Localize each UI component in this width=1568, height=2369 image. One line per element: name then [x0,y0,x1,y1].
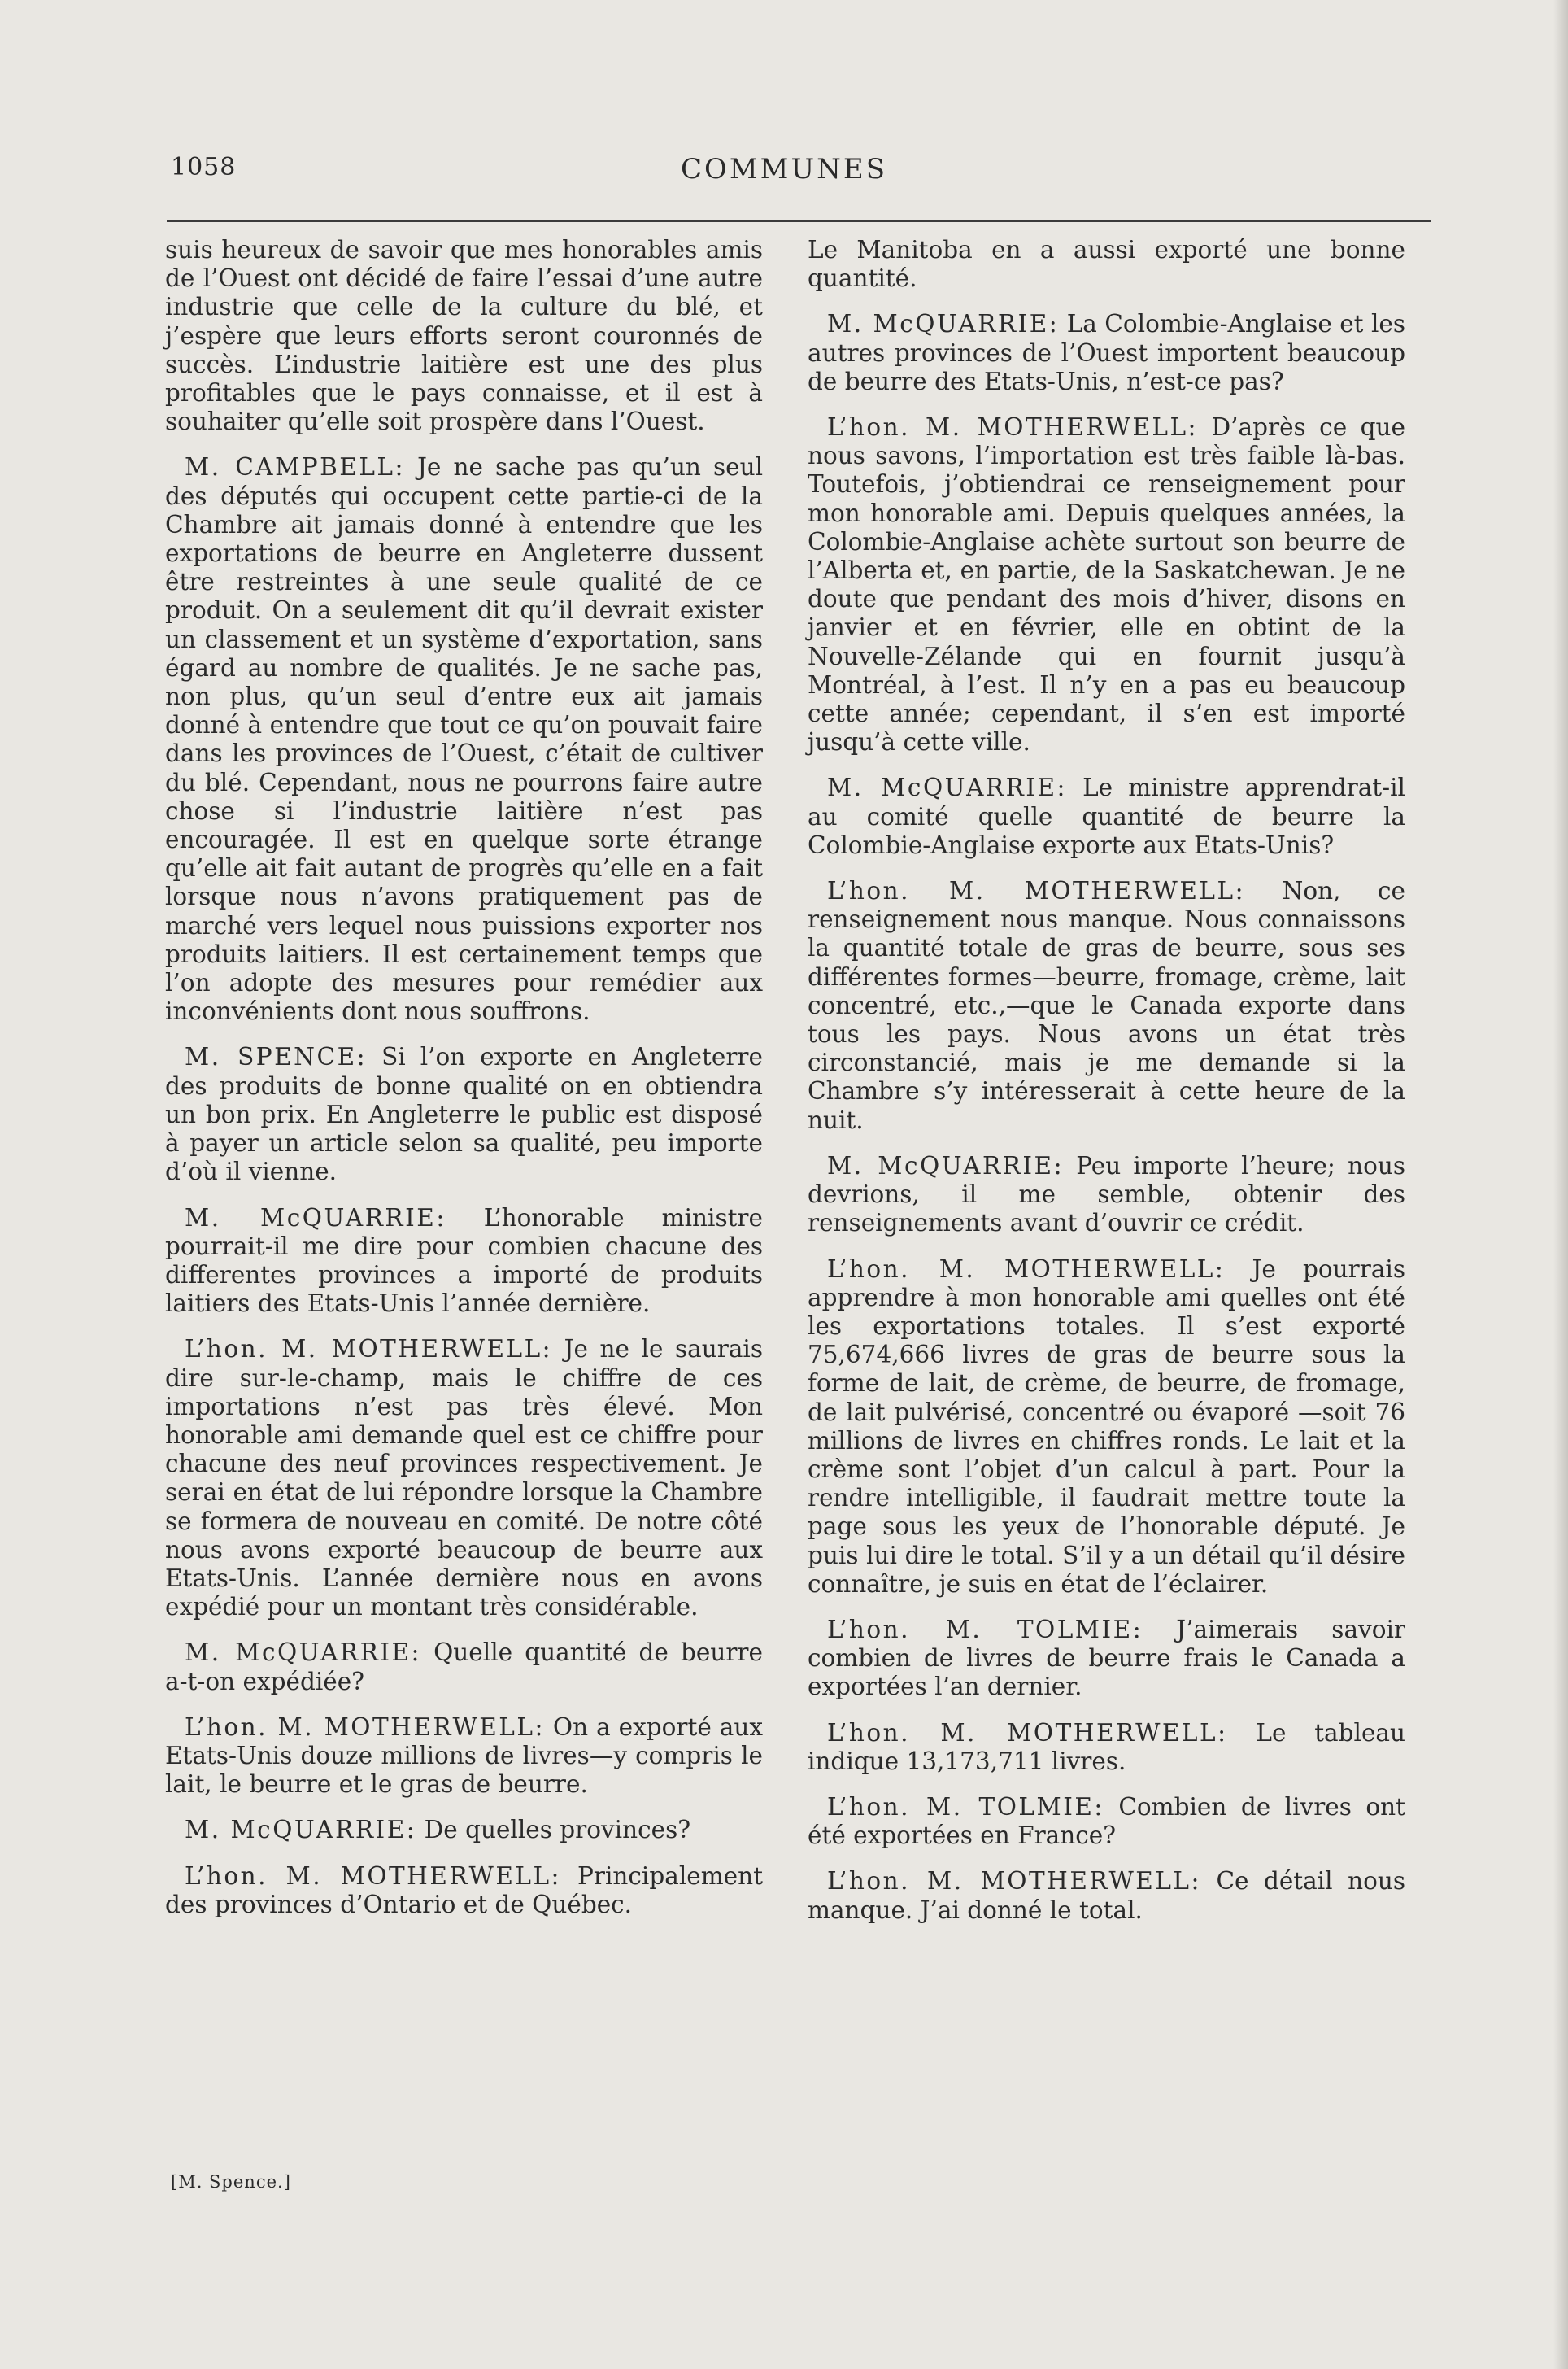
speaker-name: L’hon. M. MOTHERWELL: [185,1335,553,1363]
speaker-name: M. SPENCE: [185,1043,368,1071]
speaker-name: L’hon. M. MOTHERWELL: [827,1867,1201,1896]
paragraph [808,236,1405,293]
paragraph [808,310,1405,396]
speaker-name: M. McQUARRIE: [827,310,1060,338]
page-number: 1058 [171,153,237,181]
paragraph [808,1793,1405,1850]
paragraph [165,1335,763,1621]
speaker-name: L’hon. M. MOTHERWELL: [827,1254,1226,1283]
speaker-name: M. McQUARRIE: [827,774,1067,802]
paragraph-text: Non, ce renseignement nous manque. Nous connaissons la quantité totale de gras de beurre, sous ses différentes formes—beurre, fromage, crème, lait concentré, etc.,—que le Canada exporte dans tous les pays. Nous avons un état très circonstancié, mais je me demande si la Chambre s’y intéresserait à cette heure de la nuit. [808,877,1405,1134]
speaker-name: L’hon. M. MOTHERWELL: [827,877,1246,905]
paragraph-text: Quelle quantité de beurre a-t-on expédiée? [165,1638,763,1695]
paragraph [165,1713,763,1800]
paragraph-text: Le ministre apprendrat-il au comité quelle quantité de beurre la Colombie-Anglaise exporte aux Etats-Unis? [808,774,1405,859]
speaker-name: L’hon. M. MOTHERWELL: [185,1861,561,1890]
paragraph-text: La Colombie-Anglaise et les autres provinces de l’Ouest importent beaucoup de beurre des Etats-Unis, n’est-ce pas? [808,310,1405,395]
paragraph-text: On a exporté aux Etats-Unis douze millions de livres—y compris le lait, le beurre et le gras de beurre. [165,1712,763,1799]
paragraph [165,236,763,436]
speaker-name: M. McQUARRIE: [827,1151,1065,1180]
page-edge-shadow [1553,0,1568,2369]
paragraph [808,1255,1405,1599]
paragraph [808,413,1405,757]
left-column [165,236,763,1936]
page-header-title: COMMUNES [680,153,888,185]
paragraph-text: J’aimerais savoir combien de livres de beurre frais le Canada a exportées l’an dernier. [808,1615,1405,1701]
speaker-name: L’hon. M. MOTHERWELL: [185,1712,545,1741]
footer-note: [M. Spence.] [171,2172,291,2192]
speaker-name: L’hon. M. TOLMIE: [827,1792,1104,1821]
paragraph [808,1152,1405,1238]
paragraph-text: Principalement des provinces d’Ontario et de Québec. [165,1861,763,1918]
paragraph [165,1862,763,1919]
paragraph [808,877,1405,1135]
paragraph [808,1616,1405,1702]
paragraph [165,1816,763,1844]
paragraph [165,1204,763,1319]
speaker-name: M. McQUARRIE: [185,1638,421,1667]
paragraph-text: Le Manitoba en a aussi exporté une bonne quantité. [808,236,1405,293]
speaker-name: L’hon. M. MOTHERWELL: [827,1718,1228,1747]
paragraph-text: Si l’on exporte en Angleterre des produits de bonne qualité on en obtiendra un bon prix. En Angleterre le public est disposé à payer un article selon sa qualité, peu importe d’où il vienne. [165,1043,763,1186]
paragraph [165,453,763,1026]
paragraph-text: Le tableau indique 13,173,711 livres. [808,1718,1406,1775]
paragraph [808,1719,1405,1776]
paragraph [165,1638,763,1695]
paragraph-text: Je ne le saurais dire sur-le-champ, mais le chiffre de ces importations n’est pas très élevé. Mon honorable ami demande quel est ce chiffre pour chacune des neuf provinces respectivement. Je serai en état de lui répondre lorsque la Chambre se formera de nouveau en comité. De notre côté nous avons exporté beaucoup de beurre aux Etats-Unis. L’année dernière nous en avons expédié pour un montant très considérable. [165,1335,763,1621]
paragraph-text: Je pourrais apprendre à mon honorable ami quelles ont été les exportations totales. Il s’est exporté 75,674,666 livres de gras de beurre sous la forme de lait, de crème, de beurre, de fromage, de lait pulvérisé, concentré ou évaporé —soit 76 millions de livres en chiffres ronds. Le lait et la crème sont l’objet d’un calcul à part. Pour la rendre intelligible, il faudrait mettre toute la page sous les yeux de l’honorable député. Je puis lui dire le total. S’il y a un détail qu’il désire connaître, je suis en état de l’éclairer. [808,1254,1406,1598]
speaker-name: L’hon. M. MOTHERWELL: [827,413,1198,442]
speaker-name: L’hon. M. TOLMIE: [827,1615,1143,1643]
paragraph-text: Ce détail nous manque. J’ai donné le total. [808,1867,1405,1924]
paragraph-text: Peu importe l’heure; nous devrions, il me semble, obtenir des renseignements avant d’ouvrir ce crédit. [808,1151,1405,1237]
paragraph-text: Je ne sache pas qu’un seul des députés qui occupent cette partie-ci de la Chambre ait jamais donné à entendre que les exportations de beurre en Angleterre dussent être restreintes à une seule qualité de ce produit. On a seulement dit qu’il devrait exister un classement et un système d’exportation, sans égard au nombre de qualités. Je ne sache pas, non plus, qu’un seul d’entre eux ait jamais donné à entendre que tout ce qu’on pouvait faire dans les provinces de l’Ouest, c’était de cultiver du blé. Cependant, nous ne pourrons faire autre chose si l’industrie laitière n’est pas encouragée. Il est en quelque sorte étrange qu’elle ait fait autant de progrès qu’elle en a fait lorsque nous n’avons pratiquement pas de marché vers lequel nous puissions exporter nos produits laitiers. Il est certainement temps que l’on adopte des mesures pour remédier aux inconvénients dont nous souffrons. [165,453,763,1026]
paragraph-text: L’honorable ministre pourrait-il me dire pour combien chacune des differentes provinces a importé de produits laitiers des Etats-Unis l’année dernière. [165,1203,763,1318]
speaker-name: M. McQUARRIE: [185,1203,446,1232]
paragraph-text: De quelles provinces? [424,1816,691,1844]
paragraph-text: Combien de livres ont été exportées en France? [808,1792,1405,1850]
speaker-name: M. CAMPBELL: [185,453,405,482]
paragraph [808,774,1405,860]
header-rule [167,220,1431,222]
paragraph [165,1043,763,1186]
paragraph [808,1867,1405,1924]
right-column [808,236,1405,1942]
paragraph-text: D’après ce que nous savons, l’importation est très faible là-bas. Toutefois, j’obtiendrai ce renseignement pour mon honorable ami. Depuis quelques années, la Colombie-Anglaise achète surtout son beurre de l’Alberta et, en partie, de la Saskatchewan. Je ne doute que pendant des mois d’hiver, disons en janvier et en février, elle en obtint de la Nouvelle-Zélande qui en fournit jusqu’à Montréal, à l’est. Il n’y en a pas eu beaucoup cette année; cependant, il s’en est importé jusqu’à cette ville. [808,413,1405,757]
speaker-name: M. McQUARRIE: [185,1816,417,1844]
paragraph-text: suis heureux de savoir que mes honorables amis de l’Ouest ont décidé de faire l’essai d’une autre industrie que celle de la culture du blé, et j’espère que leurs efforts seront couronnés de succès. L’industrie laitière est une des plus profitables que le pays connaisse, et il est à souhaiter qu’elle soit prospère dans l’Ouest. [165,236,763,436]
